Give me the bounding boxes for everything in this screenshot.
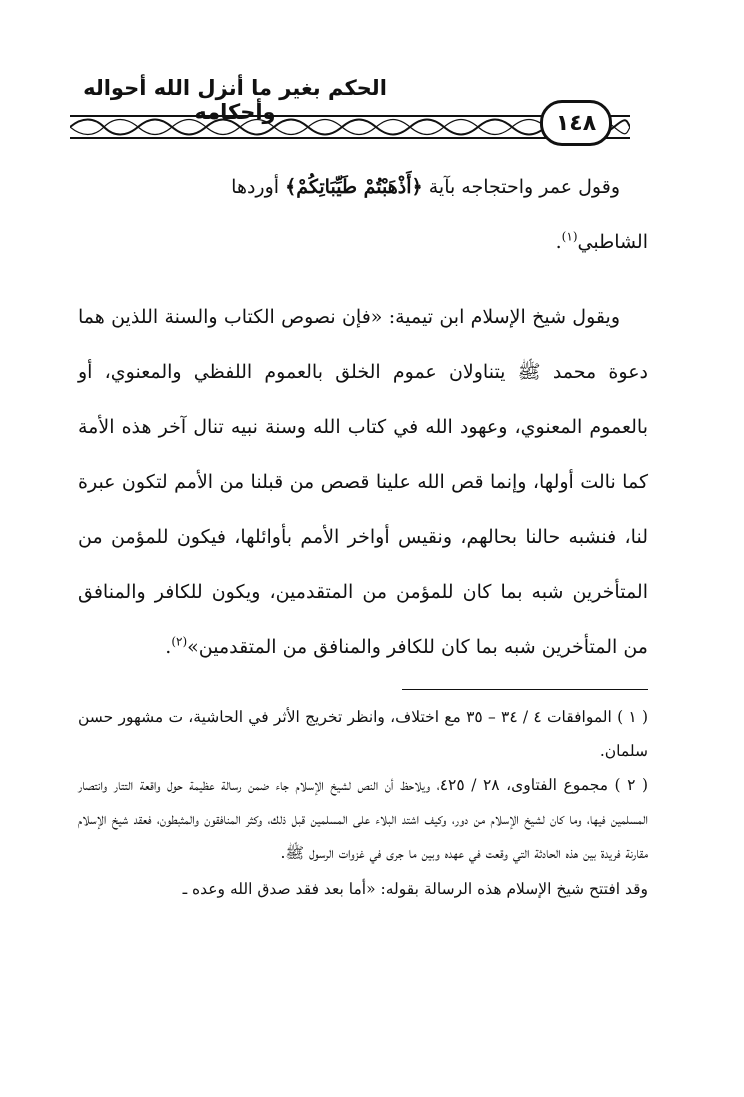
running-header-title: الحكم بغير ما أنزل الله أحواله وأحكامه [83, 76, 387, 124]
paragraph-2-text: ويقول شيخ الإسلام ابن تيمية: «فإن نصوص الكتاب والسنة اللذين هما دعوة محمد ﷺ يتناولان عموم الخلق بالعموم اللفظي والمعنوي، أو بالعموم المعنوي، وعهود الله في كتاب الله وسنة نبيه تنال آخر هذه الأمة كما نالت أولها، وإنما قص الله علينا قصص من قبلنا من الأمم لتكون عبرة لنا، فنشبه حالنا بحالهم، ونقيس أواخر الأمم بأوائلها، فيكون للمؤمن من المتأخرين شبه بما كان للمؤمن من المتقدمين، ويكون للكافر والمنافق من المتأخرين شبه بما كان للكافر والمنافق من المتقدمين» [78, 306, 648, 658]
footnote-2-label: ( ٢ ) [614, 776, 648, 794]
paragraph-2: ويقول شيخ الإسلام ابن تيمية: «فإن نصوص الكتاب والسنة اللذين هما دعوة محمد ﷺ يتناولان عموم الخلق بالعموم اللفظي والمعنوي، أو بالعموم المعنوي، وعهود الله في كتاب الله وسنة نبيه تنال آخر هذه الأمة كما نالت أولها، وإنما قص الله علينا قصص من قبلنا من الأمم لتكون عبرة لنا، فنشبه حالنا بحالهم، ونقيس أواخر الأمم بأوائلها، فيكون للمؤمن من المتأخرين شبه بما كان للمؤمن من المتقدمين، ويكون للكافر والمنافق من المتأخرين شبه بما كان للكافر والمنافق من المتقدمين»$^{(٢)}$. [78, 306, 648, 658]
page-number: ١٤٨ [540, 100, 612, 146]
paragraph-1: وقول عمر واحتجاجه بآية ﴿أَذْهَبْتُمْ طَيِّبَاتِكُمْ﴾ أوردها الشاطبي$^{(١)}$. [231, 176, 648, 253]
footnotes [78, 700, 648, 906]
footnote-1-label: ( ١ ) [617, 708, 648, 726]
footnote-1 [78, 700, 648, 768]
footnote-ref-2: (٢) [171, 634, 188, 649]
footnote-1-text: الموافقات ٤ / ٣٤ – ٣٥ مع اختلاف، وانظر تخريج الأثر في الحاشية، ت مشهور حسن سلمان. [78, 708, 648, 760]
footnote-2 [78, 768, 648, 870]
paragraph-1-source: الشاطبي [577, 231, 648, 253]
paragraph-1-text-end: أوردها [231, 176, 280, 198]
quran-verse: ﴿أَذْهَبْتُمْ طَيِّبَاتِكُمْ﴾ [285, 176, 423, 198]
paragraph-1-text: وقول عمر واحتجاجه بآية [428, 176, 620, 198]
footnote-ref-1: (١) [561, 229, 578, 244]
footnote-continuation: وقد افتتح شيخ الإسلام هذه الرسالة بقوله: «أما بعد فقد صدق الله وعده ـ [182, 880, 648, 898]
footnote-separator [402, 689, 648, 690]
footnote-2-text: مجموع الفتاوى، ٢٨ / ٤٢٥، ويلاحظ أن النص لشيخ الإسلام جاء ضمن رسالة عظيمة حول واقعة التتار وانتصار المسلمين فيها، وما كان لشيخ الإسلام من دور، وكيف اشتد البلاء على المسلمين قبل ذلك، وكثر المنافقون والمثبطون، فعقد شيخ الإسلام مقارنة فريدة بين هذه الحادثة التي وقعت في عهده وبين ما جرى في غزوات الرسول ﷺ. [78, 776, 648, 862]
main-text [78, 160, 648, 675]
